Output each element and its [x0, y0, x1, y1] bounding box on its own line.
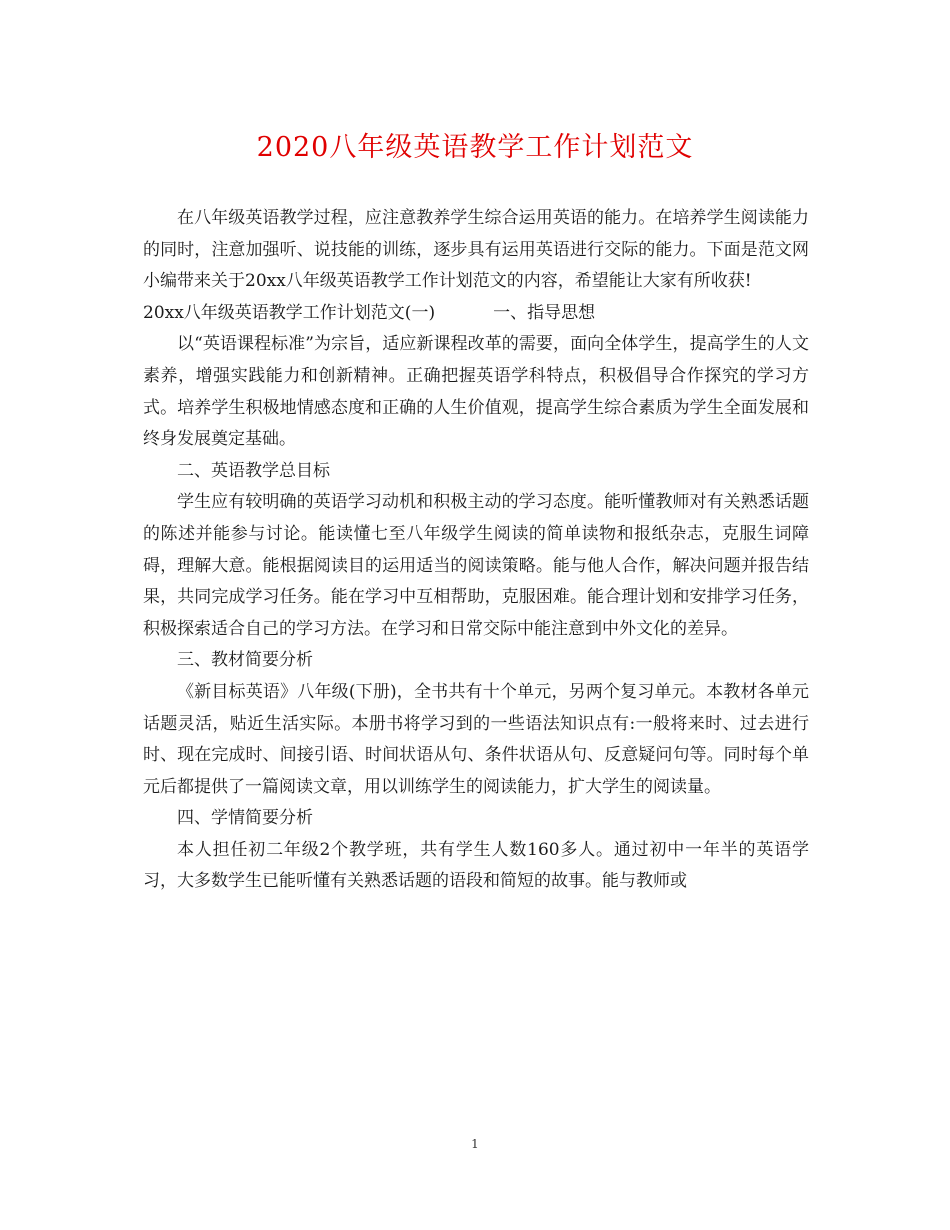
document-title: 2020八年级英语教学工作计划范文: [256, 132, 694, 163]
section-heading-row: [143, 298, 809, 330]
document-body: [143, 203, 809, 898]
intro-paragraph: 在八年级英语教学过程，应注意教养学生综合运用英语的能力。在培养学生阅读能力的同时，注意加强听、说技能的训练，逐步具有运用英语进行交际的能力。下面是范文网小编带来关于20xx八年级英语教学工作计划范文的内容，希望能让大家有所收获!: [143, 208, 809, 292]
heading-overall-goal: 二、英语教学总目标: [177, 460, 330, 481]
heading-student-analysis: 四、学情简要分析: [177, 808, 313, 829]
page-number: 1: [471, 1137, 479, 1151]
paragraph-textbook-analysis: 《新目标英语》八年级(下册)，全书共有十个单元，另两个复习单元。本教材各单元话题灵活，贴近生活实际。本册书将学习到的一些语法知识点有:一般将来时、过去进行时、现在完成时、间接引语、时间状语从句、条件状语从句、反意疑问句等。同时每个单元后都提供了一篇阅读文章，用以训练学生的阅读能力，扩大学生的阅读量。: [143, 681, 809, 797]
heading-guiding-ideology: 一、指导思想: [493, 302, 596, 323]
paragraph-student-analysis: 本人担任初二年级2个教学班，共有学生人数160多人。通过初中一年半的英语学习，大多数学生已能听懂有关熟悉话题的语段和简短的故事。能与教师或: [143, 839, 809, 892]
paragraph-overall-goal: 学生应有较明确的英语学习动机和积极主动的学习态度。能听懂教师对有关熟悉话题的陈述并能参与讨论。能读懂七至八年级学生阅读的简单读物和报纸杂志，克服生词障碍，理解大意。能根据阅读目的运用适当的阅读策略。能与他人合作，解决问题并报告结果，共同完成学习任务。能在学习中互相帮助，克服困难。能合理计划和安排学习任务，积极探索适合自己的学习方法。在学习和日常交际中能注意到中外文化的差异。: [143, 492, 809, 639]
section-title: 20xx八年级英语教学工作计划范文(一): [143, 302, 436, 323]
paragraph-guiding-ideology: 以“英语课程标准”为宗旨，适应新课程改革的需要，面向全体学生，提高学生的人文素养，增强实践能力和创新精神。正确把握英语学科特点，积极倡导合作探究的学习方式。培养学生积极地情感态度和正确的人生价值观，提高学生综合素质为学生全面发展和终身发展奠定基础。: [143, 334, 809, 450]
heading-textbook-analysis: 三、教材简要分析: [177, 650, 313, 671]
heading-spacer: [435, 298, 493, 330]
